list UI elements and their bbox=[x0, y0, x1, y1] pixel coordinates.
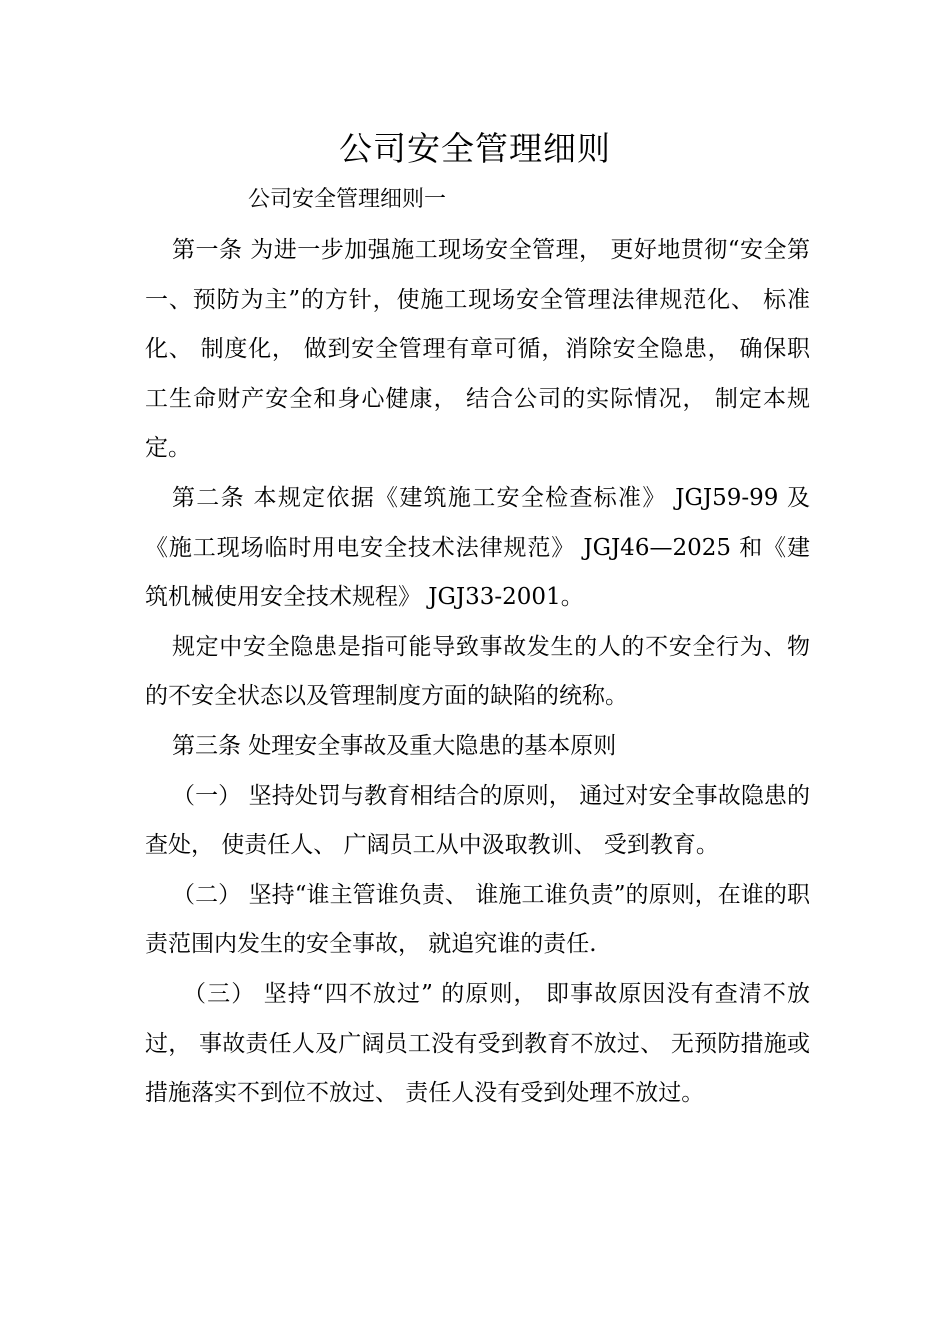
paragraph-principle-3: （三） 坚持“四不放过” 的原则， 即事故原因没有查清不放过， 事故责任人及广阔员工没有受到教育不放过、 无预防措施或措施落实不到位不放过、 责任人没有受到处理不放过。 bbox=[145, 980, 810, 1107]
paragraph-principle-2: （二） 坚持“谁主管谁负责、 谁施工谁负责”的原则，在谁的职责范围内发生的安全事故， 就追究谁的责任. bbox=[145, 881, 810, 958]
paragraph-article-2: 第二条 本规定依据《建筑施工安全检查标准》 JGJ59-99 及《施工现场临时用电安全技术法律规范》 JGJ46—2025 和《建筑机械使用安全技术规程》 JGJ33-2001。 bbox=[145, 484, 810, 611]
document-body bbox=[145, 226, 810, 1119]
document-title: 公司安全管理细则 bbox=[339, 129, 611, 168]
document-subtitle: 公司安全管理细则一 bbox=[248, 187, 447, 212]
paragraph-hazard-definition: 规定中安全隐患是指可能导致事故发生的人的不安全行为、物的不安全状态以及管理制度方面的缺陷的统称。 bbox=[145, 633, 810, 710]
paragraph-article-3: 第三条 处理安全事故及重大隐患的基本原则 bbox=[172, 732, 617, 759]
paragraph-principle-1: （一） 坚持处罚与教育相结合的原则， 通过对安全事故隐患的查处， 使责任人、 广阔员工从中汲取教训、 受到教育。 bbox=[145, 782, 810, 859]
paragraph-article-1: 第一条 为进一步加强施工现场安全管理， 更好地贯彻“安全第一、预防为主”的方针，使施工现场安全管理法律规范化、 标准化、 制度化， 做到安全管理有章可循，消除安全隐患， 确保职工生命财产安全和身心健康， 结合公司的实际情况， 制定本规定。 bbox=[145, 237, 810, 462]
